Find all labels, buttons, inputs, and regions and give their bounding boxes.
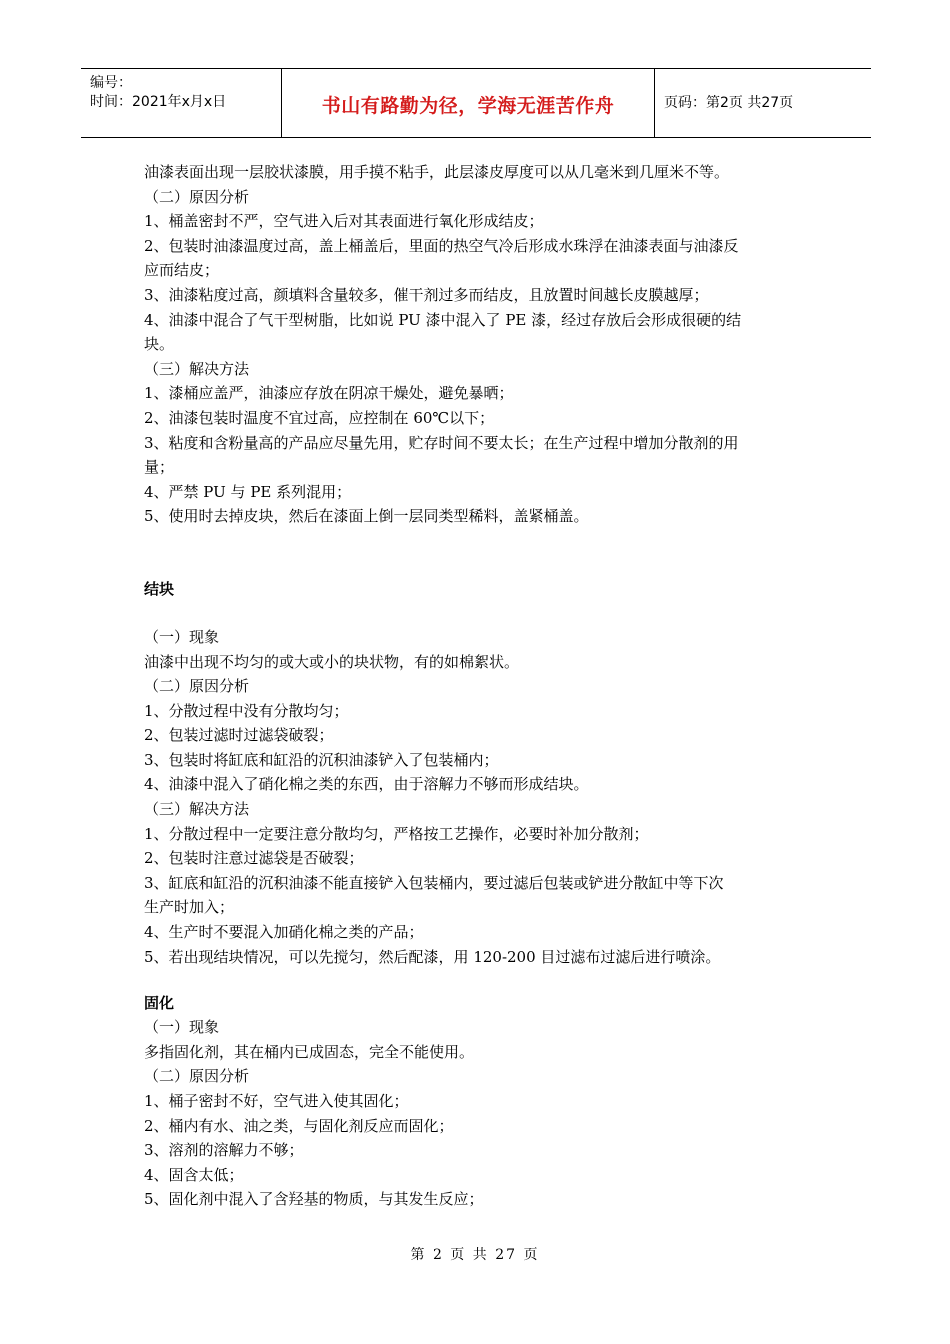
time-label: 时间：2021年x月x日 <box>90 94 227 110</box>
section-title: 结块 <box>144 579 175 598</box>
body-line: （三）解决方法 <box>144 359 250 378</box>
body-line: （三）解决方法 <box>144 800 250 819</box>
body-line: （二）原因分析 <box>144 677 250 696</box>
body-line: 1、分散过程中一定要注意分散均匀，严格按工艺操作，必要时补加分散剂； <box>144 824 649 843</box>
header-page-cell <box>655 69 871 137</box>
body-line: 4、生产时不要混入加硝化棉之类的产品； <box>144 923 424 942</box>
body-line: 4、严禁 PU 与 PE 系列混用； <box>144 482 352 501</box>
body-line: 1、桶盖密封不严，空气进入后对其表面进行氧化形成结皮； <box>144 212 544 231</box>
body-line: 5、使用时去掉皮块，然后在漆面上倒一层同类型稀料，盖紧桶盖。 <box>144 507 589 526</box>
section-title: 固化 <box>144 994 175 1013</box>
body-line: 2、包装过滤时过滤袋破裂； <box>144 726 334 745</box>
body-line: 4、固含太低； <box>144 1165 244 1184</box>
body-line: 4、油漆中混入了硝化棉之类的东西，由于溶解力不够而形成结块。 <box>144 775 589 794</box>
body-line: 块。 <box>144 335 175 354</box>
body-line: （二）原因分析 <box>144 187 250 206</box>
body-line: 1、桶子密封不好，空气进入使其固化； <box>144 1092 409 1110</box>
body-line: 1、漆桶应盖严，油漆应存放在阴凉干燥处，避免暴晒； <box>144 384 514 403</box>
body-line: 3、粘度和含粉量高的产品应尽量先用，贮存时间不要太长；在生产过程中增加分散剂的用 <box>144 433 739 452</box>
page-footer: 第 2 页 共 27 页 <box>410 1247 540 1263</box>
body-line: 5、固化剂中混入了含羟基的物质，与其发生反应； <box>144 1190 484 1209</box>
body-line: 3、油漆粘度过高，颜填料含量较多，催干剂过多而结皮，且放置时间越长皮膜越厚； <box>144 285 709 304</box>
body-line: 量； <box>144 458 175 477</box>
body-line: 油漆中出现不均匀的或大或小的块状物，有的如棉絮状。 <box>144 652 520 671</box>
body-line: 2、油漆包装时温度不宜过高，应控制在 60℃以下； <box>144 408 495 427</box>
body-line: 5、若出现结块情况，可以先搅匀，然后配漆，用 120-200 目过滤布过滤后进行喷涂。 <box>144 947 721 966</box>
document-header <box>81 68 871 138</box>
body-line: 应而结皮； <box>144 261 220 280</box>
body-line: 多指固化剂，其在桶内已成固态，完全不能使用。 <box>144 1042 475 1061</box>
header-info-cell <box>81 69 282 137</box>
body-line: 1、分散过程中没有分散均匀； <box>144 701 349 720</box>
body-line: （一）现象 <box>144 627 220 646</box>
body-line: 生产时加入； <box>144 898 235 917</box>
body-line: 2、包装时油漆温度过高，盖上桶盖后，里面的热空气冷后形成水珠浮在油漆表面与油漆反 <box>144 236 739 255</box>
section-curing <box>144 991 824 1212</box>
body-line: （一）现象 <box>144 1018 220 1037</box>
header-motto-cell <box>282 69 655 137</box>
motto-text: 书山有路勤为径，学海无涯苦作舟 <box>321 95 615 117</box>
body-line: 油漆表面出现一层胶状漆膜，用手摸不粘手，此层漆皮厚度可以从几毫米到几厘米不等。 <box>144 163 730 181</box>
body-line: （二）原因分析 <box>144 1067 250 1086</box>
document-body <box>144 160 824 1212</box>
section-lumping <box>144 577 824 969</box>
body-line: 3、溶剂的溶解力不够； <box>144 1141 304 1160</box>
body-line: 3、缸底和缸沿的沉积油漆不能直接铲入包装桶内，要过滤后包装或铲进分散缸中等下次 <box>144 873 724 892</box>
body-line: 3、包装时将缸底和缸沿的沉积油漆铲入了包装桶内； <box>144 750 499 769</box>
page-label: 页码：第2页 共27页 <box>664 95 794 111</box>
body-line: 2、桶内有水、油之类，与固化剂反应而固化； <box>144 1116 454 1135</box>
section-crusting <box>144 160 824 529</box>
body-line: 4、油漆中混合了气干型树脂，比如说 PU 漆中混入了 PE 漆，经过存放后会形成很硬的结 <box>144 310 742 329</box>
number-label: 编号： <box>90 75 132 91</box>
body-line: 2、包装时注意过滤袋是否破裂； <box>144 849 364 868</box>
